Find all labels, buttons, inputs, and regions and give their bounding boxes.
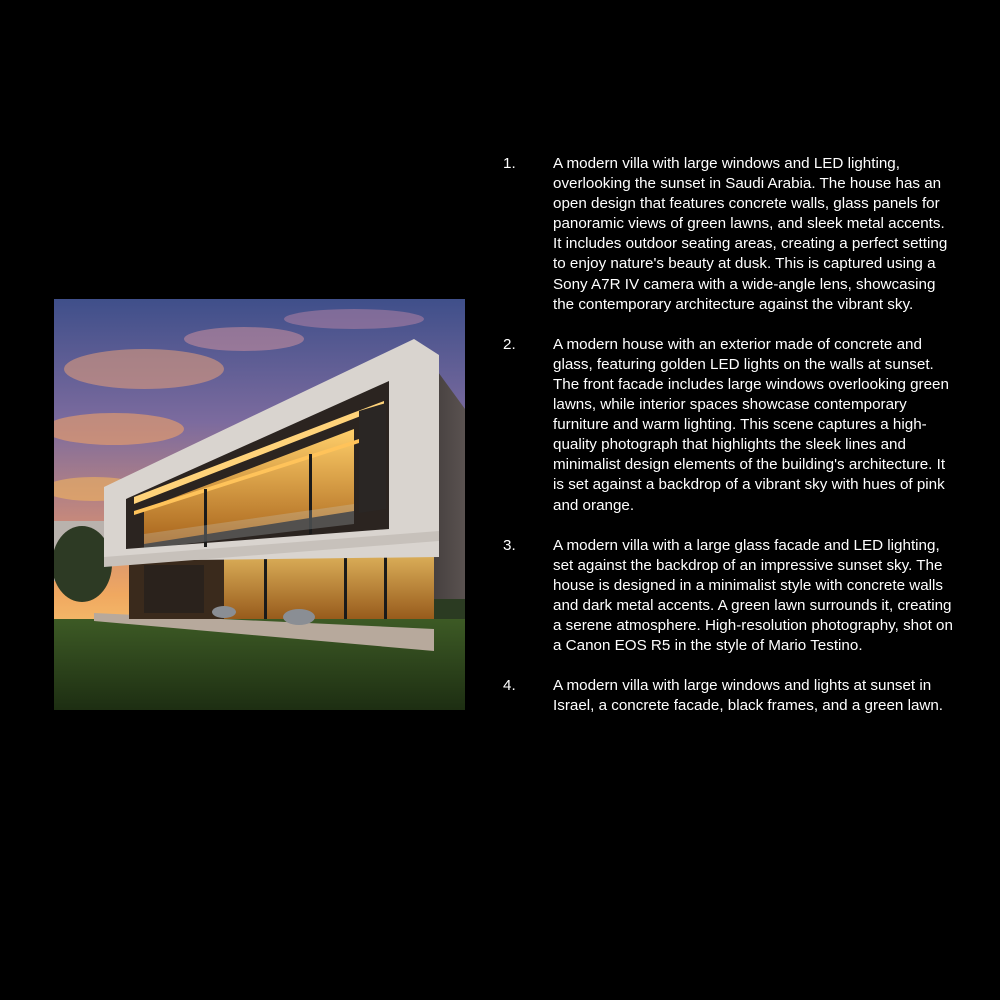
item-text: A modern villa with large windows and lights at sunset in Israel, a concrete facade, black frames, and a green lawn. [553,677,944,715]
item-text: A modern house with an exterior made of concrete and glass, featuring golden LED lights on the walls at sunset. The front facade includes large windows overlooking green lawns, while interior spaces showcase contemporary furniture and warm lighting. This scene captures a high-quality photograph that highlights the sleek lines and minimalist design elements of the building's architecture. It is set against a backdrop of a vibrant sky with hues of pink and orange. [553,335,949,514]
item-number: 2. [503,335,516,353]
list-item [503,335,953,516]
villa-photo [54,299,465,710]
item-number: 3. [503,536,516,554]
item-number: 1. [503,155,516,172]
item-text: A modern villa with a large glass facade and LED lighting, set against the backdrop of an impressive sunset sky. The house is designed in a minimalist style with concrete walls and dark metal accents. A green lawn surrounds it, creating a serene atmosphere. High-resolution photography, shot on a Canon EOS R5 in the style of Mario Testino. [553,536,953,655]
list-item [503,154,953,315]
item-text: A modern villa with large windows and LED lighting, overlooking the sunset in Saudi Arabia. The house has an open design that features concrete walls, glass panels for panoramic views of green lawns, and sleek metal accents. It includes outdoor seating areas, creating a perfect setting to enjoy nature's beauty at dusk. This is captured using a Sony A7R IV camera with a wide-angle lens, showcasing the contemporary architecture against the vibrant sky. [553,155,948,313]
list-item [503,536,953,657]
prompt-list [503,154,953,736]
list-item [503,676,953,716]
item-number: 4. [503,677,516,695]
